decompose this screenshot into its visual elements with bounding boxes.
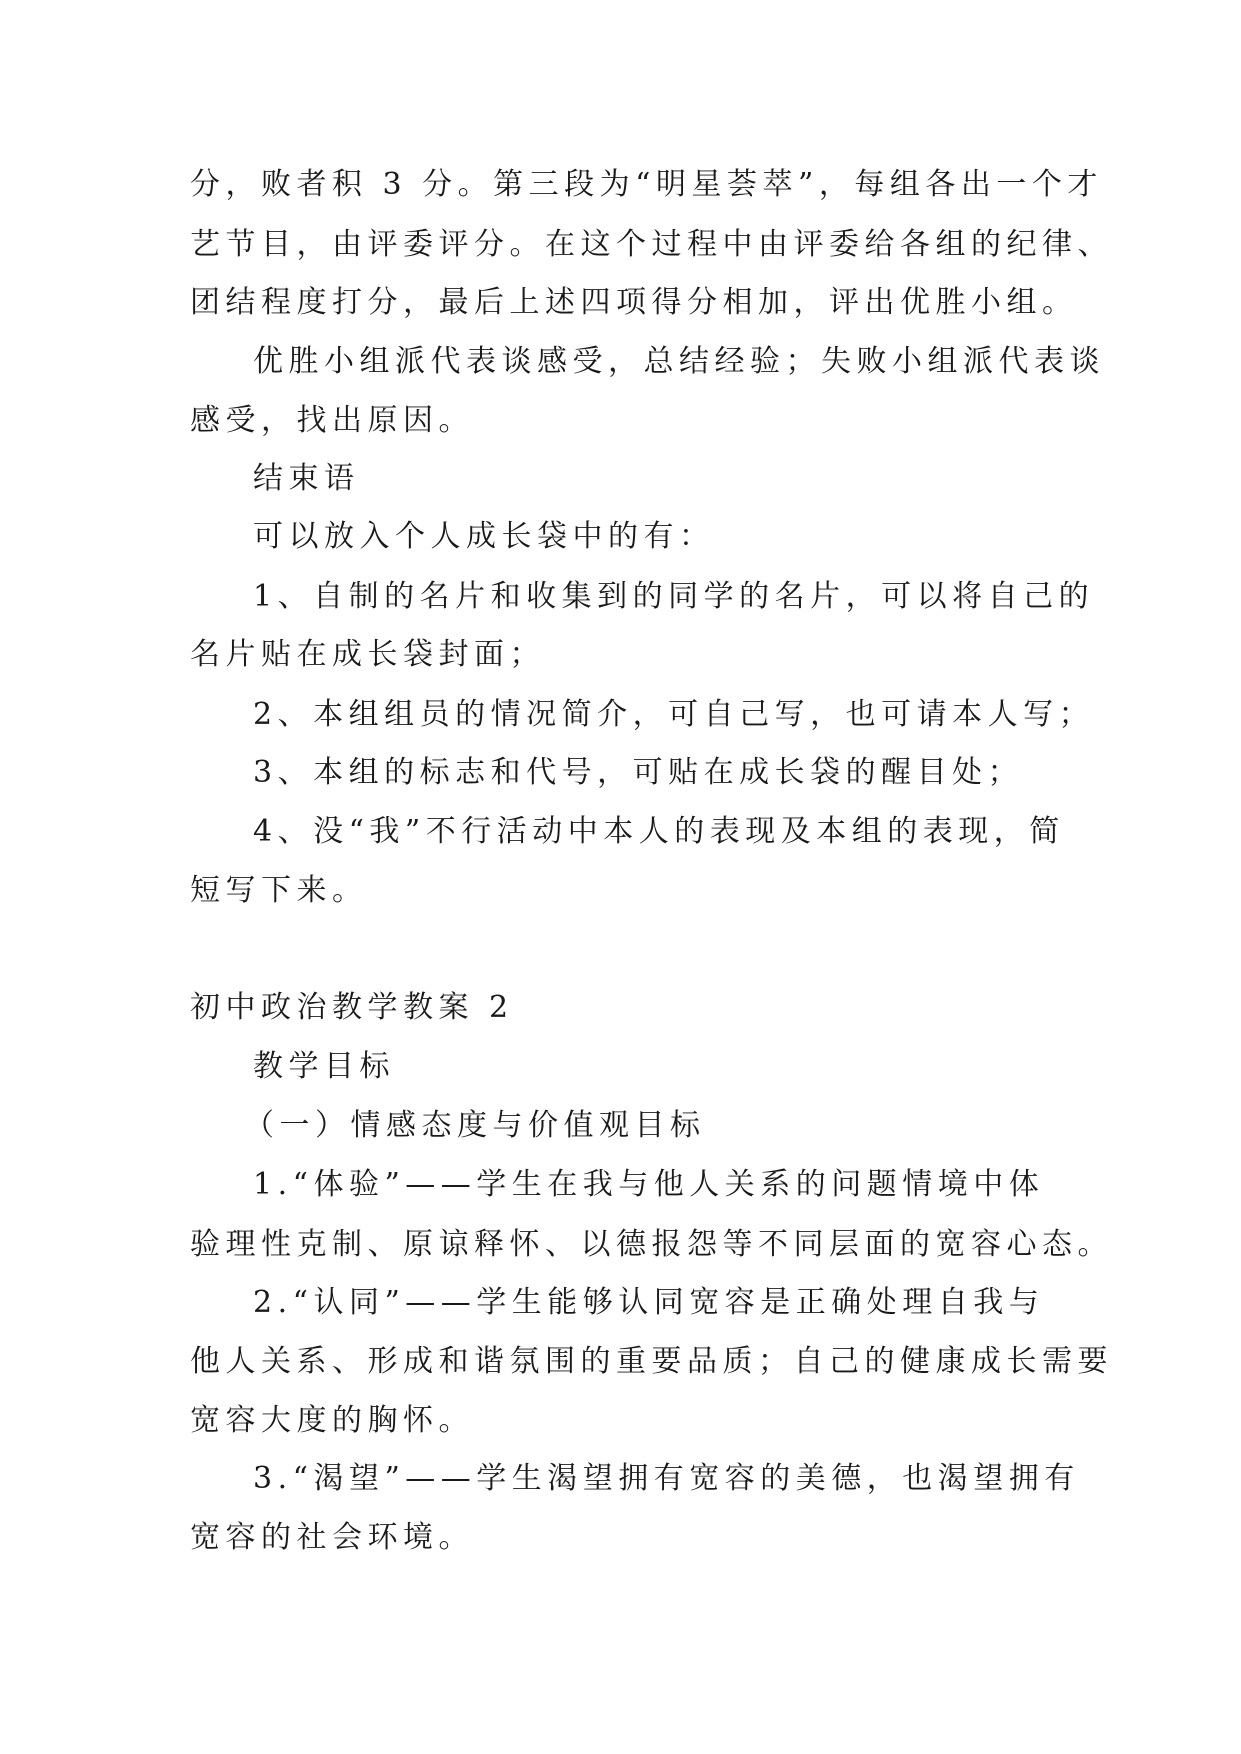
- list-item: 1、自制的名片和收集到的同学的名片，可以将自己的: [253, 579, 1095, 614]
- paragraph-line: 可以放入个人成长袋中的有：: [253, 519, 715, 554]
- list-item-continuation: 名片贴在成长袋封面；: [190, 637, 545, 672]
- list-item: 3.“渴望”——学生渴望拥有宽容的美德，也渴望拥有: [253, 1461, 1080, 1496]
- list-item: 4、没“我”不行活动中本人的表现及本组的表现，简: [253, 814, 1065, 849]
- section-heading: 教学目标: [253, 1049, 395, 1084]
- paragraph-line: 感受，找出原因。: [190, 403, 474, 438]
- paragraph-line: 团结程度打分，最后上述四项得分相加，评出优胜小组。: [190, 285, 1078, 320]
- paragraph-line: 艺节目，由评委评分。在这个过程中由评委给各组的纪律、: [190, 227, 1113, 262]
- list-item-continuation: 宽容的社会环境。: [190, 1520, 474, 1555]
- list-item: 3、本组的标志和代号，可贴在成长袋的醒目处；: [253, 755, 1024, 790]
- list-item: 1.“体验”——学生在我与他人关系的问题情境中体: [253, 1167, 1045, 1202]
- list-item-continuation: 宽容大度的胸怀。: [190, 1403, 474, 1438]
- list-item-continuation: 他人关系、形成和谐氛围的重要品质；自己的健康成长需要: [190, 1344, 1113, 1379]
- paragraph-line: 分，败者积 3 分。第三段为“明星荟萃”，每组各出一个才: [190, 167, 1103, 202]
- list-item-continuation: 短写下来。: [190, 873, 368, 908]
- list-item: 2.“认同”——学生能够认同宽容是正确处理自我与: [253, 1285, 1045, 1320]
- document-title: 初中政治教学教案 2: [190, 990, 514, 1025]
- list-item: 2、本组组员的情况简介，可自己写，也可请本人写；: [253, 697, 1095, 732]
- subsection-heading: （一）情感态度与价值观目标: [244, 1108, 706, 1143]
- paragraph-line: 优胜小组派代表谈感受，总结经验；失败小组派代表谈: [253, 344, 1105, 379]
- list-item-continuation: 验理性克制、原谅释怀、以德报怨等不同层面的宽容心态。: [190, 1227, 1113, 1262]
- section-heading: 结束语: [253, 461, 360, 496]
